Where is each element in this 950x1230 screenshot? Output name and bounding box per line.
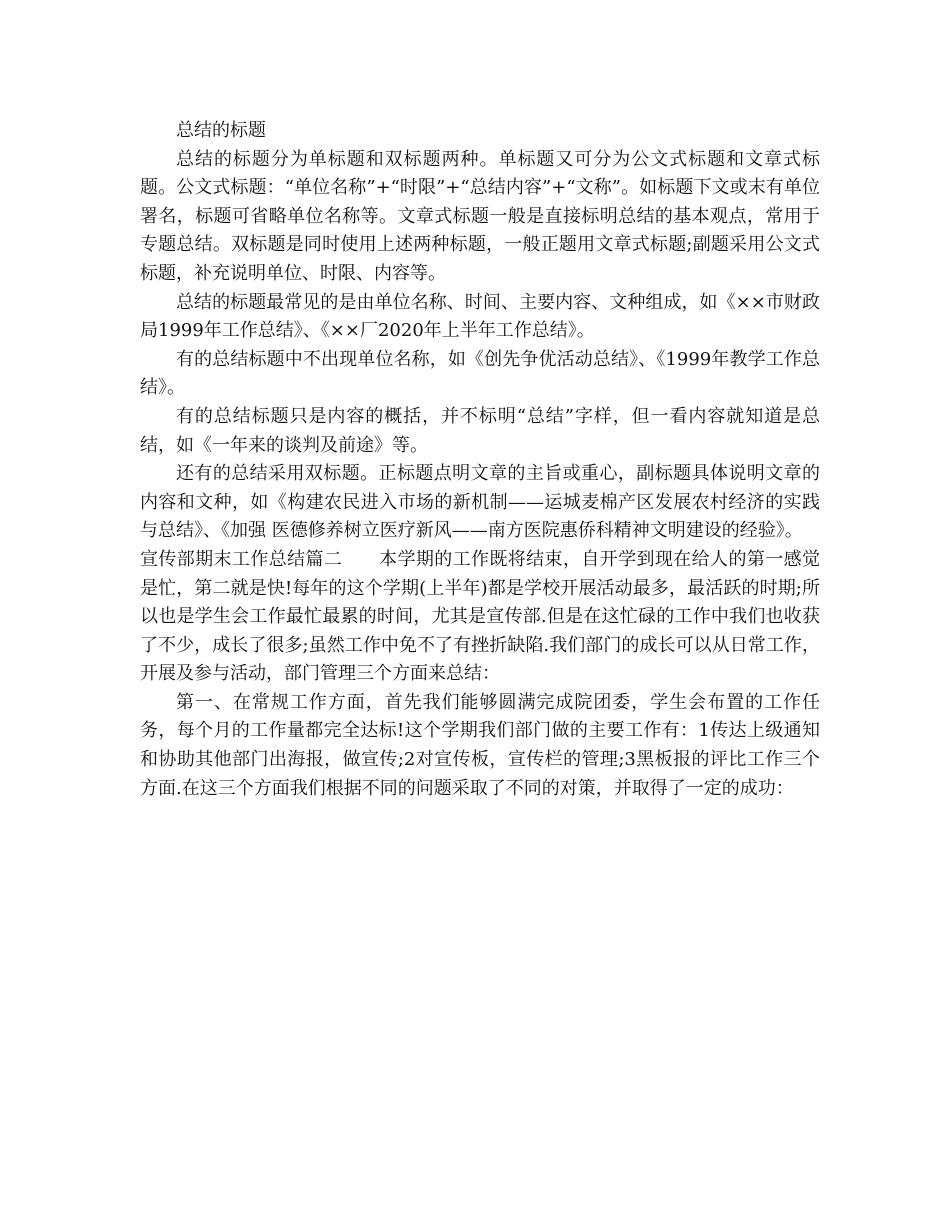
body-paragraph: 还有的总结采用双标题。正标题点明文章的主旨或重心，副标题具体说明文章的内容和文种，如《构建农民进入市场的新机制——运城麦棉产区发展农村经济的实践与总结》、《加强 医德修养树立医疗新风——南方医院惠侨科精神文明建设的经验》。 xyxy=(140,463,820,542)
body-paragraph: 总结的标题分为单标题和双标题两种。单标题又可分为公文式标题和文章式标题。公文式标题：“单位名称”+“时限”+“总结内容”+“文称”。如标题下文或末有单位署名，标题可省略单位名称等。文章式标题一般是直接标明总结的基本观点，常用于专题总结。双标题是同时使用上述两种标题，一般正题用文章式标题;副题采用公文式标题，补充说明单位、时限、内容等。 xyxy=(140,148,820,284)
body-paragraph: 第一、在常规工作方面，首先我们能够圆满完成院团委，学生会布置的工作任务，每个月的工作量都完全达标!这个学期我们部门做的主要工作有：1传达上级通知和协助其他部门出海报，做宣传;2对宣传板，宣传栏的管理;3黑板报的评比工作三个方面.在这三个方面我们根据不同的问题采取了不同的对策，并取得了一定的成功： xyxy=(140,691,820,799)
section-start-paragraph: 宣传部期末工作总结篇二 本学期的工作既将结束，自开学到现在给人的第一感觉是忙，第二就是快!每年的这个学期(上半年)都是学校开展活动最多，最活跃的时期;所以也是学生会工作最忙最累的时间，尤其是宣传部.但是在这忙碌的工作中我们也收获了不少，成长了很多;虽然工作中免不了有挫折缺陷.我们部门的成长可以从日常工作，开展及参与活动，部门管理三个方面来总结： xyxy=(140,548,820,685)
body-paragraph: 有的总结标题只是内容的概括，并不标明“总结”字样，但一看内容就知道是总结，如《一年来的谈判及前途》等。 xyxy=(140,405,820,456)
section-heading: 总结的标题 xyxy=(176,120,266,141)
body-paragraph: 总结的标题最常见的是由单位名称、时间、主要内容、文种组成，如《××市财政局1999年工作总结》、《××厂2020年上半年工作总结》。 xyxy=(140,291,820,342)
body-paragraph: 有的总结标题中不出现单位名称，如《创先争优活动总结》、《1999年教学工作总结》。 xyxy=(140,348,820,399)
document-page xyxy=(140,117,820,803)
